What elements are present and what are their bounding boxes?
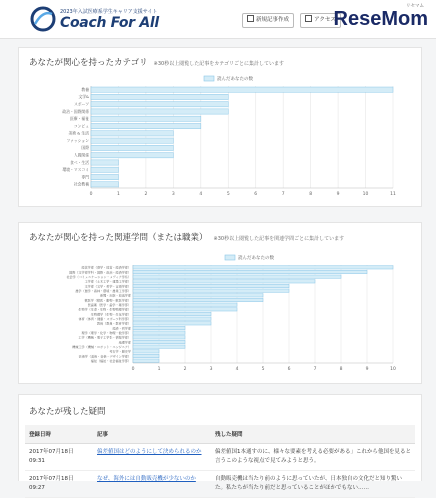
table-row <box>25 471 415 498</box>
bar <box>91 109 228 114</box>
bar <box>91 138 173 143</box>
x-tick-label: 1 <box>117 192 120 197</box>
y-tick-label: 福祉（福祉・社会福祉学部） <box>90 358 131 363</box>
legend-swatch <box>204 76 214 81</box>
row-article <box>93 444 211 471</box>
bar <box>91 182 118 187</box>
row-question: 自動販売機は当たり前のように思っていたが、日本独自の文化だと知り驚いた。私たちが当たり前だと思っていることがほかでもない…… <box>211 471 415 498</box>
fields-card <box>18 222 422 384</box>
bar <box>91 102 228 107</box>
bar <box>91 167 118 172</box>
bar <box>133 266 393 269</box>
y-tick-label: 教員（教員・教育学部） <box>96 321 131 326</box>
bar <box>133 354 159 357</box>
x-tick-label: 6 <box>254 192 258 197</box>
bar <box>133 312 211 315</box>
y-tick-label: 体育（体育・健康・スポーツ科学部） <box>78 316 131 321</box>
bar <box>91 87 393 92</box>
logo-subtitle: 2023年入試医療系学生キャリア支援サイト <box>60 9 158 15</box>
legend-swatch <box>225 255 235 260</box>
article-link[interactable]: 偏差値国はどのようにして決められるのか <box>97 449 202 455</box>
logo-title: Coach For All <box>60 15 159 31</box>
x-tick-label: 8 <box>309 192 313 197</box>
bar <box>133 322 211 325</box>
y-tick-label: 考古学・歴史学 <box>109 349 131 354</box>
row-date <box>25 471 93 498</box>
y-tick-label: スポーツ <box>73 101 89 107</box>
bar <box>133 275 341 278</box>
row-date <box>25 444 93 471</box>
y-tick-label: 社会教養 <box>73 181 89 187</box>
x-tick-label: 5 <box>226 192 230 197</box>
x-tick-label: 11 <box>390 192 396 197</box>
logo-swoosh-icon <box>30 6 56 32</box>
y-tick-label: 医療・福祉 <box>70 116 89 122</box>
row-article <box>93 471 211 498</box>
y-tick-label: 地理学部 <box>118 340 131 345</box>
bar <box>133 308 237 311</box>
y-tick-label: 美術 & 生活 <box>68 130 89 136</box>
row-date-time: 09:27 <box>29 485 45 491</box>
bar <box>91 131 173 136</box>
y-tick-label: 環境・マスコミ <box>62 167 89 173</box>
bar <box>133 340 185 343</box>
bar <box>133 350 159 353</box>
x-tick-label: 5 <box>261 367 265 372</box>
y-tick-label: 文学部（文学・哲学・言語学部） <box>84 284 131 289</box>
site-logo[interactable] <box>30 6 170 34</box>
edit-icon <box>247 15 254 22</box>
bar <box>91 153 173 158</box>
y-tick-label: 専門 <box>81 174 89 180</box>
new-article-label: 新規記事作成 <box>256 17 290 23</box>
x-tick-label: 6 <box>287 367 291 372</box>
categories-title-text: あなたが関心を持ったカテゴリ <box>29 58 148 68</box>
column-header-article: 記事 <box>93 425 211 444</box>
y-tick-label: 食べ・生活 <box>70 159 89 165</box>
fields-title-text: あなたが関心を持った関連学問（または職業） <box>29 233 208 243</box>
y-tick-label: 教養 <box>81 86 89 92</box>
row-date-day: 2017年07月18日 <box>29 476 74 482</box>
y-tick-label: 社会学（コミュニケーション・メディア学系） <box>66 274 131 279</box>
row-date-time: 09:31 <box>29 458 45 464</box>
column-header-question: 残した疑問 <box>211 425 415 444</box>
questions-title: あなたが残した疑問 <box>29 407 106 417</box>
access-label: アクセス <box>314 17 336 23</box>
bar <box>91 116 201 121</box>
y-tick-label: 経営学部（商学・経営・経済学部） <box>81 265 131 270</box>
bar <box>133 359 159 362</box>
y-tick-label: 政治・国際関係 <box>62 108 89 114</box>
x-tick-label: 0 <box>89 192 93 197</box>
bar <box>133 317 211 320</box>
bar <box>133 345 185 348</box>
x-tick-label: 3 <box>171 192 175 197</box>
questions-table <box>25 425 415 498</box>
bar <box>133 326 185 329</box>
x-tick-label: 7 <box>281 192 285 197</box>
x-tick-label: 2 <box>144 192 148 197</box>
bar <box>91 94 228 99</box>
questions-card <box>18 394 422 491</box>
bar <box>133 298 263 301</box>
x-tick-label: 10 <box>362 192 369 197</box>
x-tick-label: 4 <box>199 192 203 197</box>
y-tick-label: 機械工学（機械・ロボット・エンジニア） <box>72 344 131 349</box>
table-header-row <box>25 425 415 444</box>
y-tick-label: 生物学（生命・生物・生物物理学部） <box>78 307 131 312</box>
watermark-logo: ReseMom <box>333 8 428 30</box>
y-tick-label: 工学部（土木工学・建築工学部） <box>84 279 131 284</box>
categories-card <box>18 47 422 207</box>
bar <box>91 123 201 128</box>
fields-note: ※30秒以上閲覧した記事を関連学問ごとに集計しています <box>213 236 345 242</box>
bar <box>91 174 118 179</box>
bar <box>91 160 118 165</box>
bar <box>133 270 367 273</box>
x-tick-label: 7 <box>313 367 317 372</box>
x-tick-label: 2 <box>183 367 187 372</box>
x-tick-label: 9 <box>365 367 369 372</box>
y-tick-label: 獣医学（獣医・動物・獣医学部） <box>84 298 131 303</box>
x-tick-label: 1 <box>157 367 161 372</box>
row-question: 偏差値国1本通すのに、様々な要素を考える必要がある」これから他国を見ると言うこのような視点で見てみようと思う。 <box>211 444 415 471</box>
categories-note: ※30秒以上閲覧した記事をカテゴリごとに集計しています <box>153 61 285 67</box>
bar <box>133 284 289 287</box>
y-tick-label: 生物理学（生物・生化学部） <box>90 312 131 317</box>
table-row <box>25 444 415 471</box>
new-article-button[interactable] <box>242 13 294 28</box>
y-tick-label: コンピュ <box>73 123 89 129</box>
fields-chart <box>19 223 421 383</box>
bar <box>133 336 185 339</box>
y-tick-label: 農学（農学・森林・環境・農業工学部） <box>75 288 131 293</box>
y-tick-label: 理学（理学・化学・物理・数学部） <box>81 330 131 335</box>
x-tick-label: 4 <box>235 367 239 372</box>
bar <box>91 145 173 150</box>
x-tick-label: 10 <box>390 367 396 372</box>
legend-label: 読んだあなたの数 <box>217 77 253 82</box>
x-tick-label: 9 <box>336 192 340 197</box>
site-header <box>0 0 436 39</box>
y-tick-label: 国際 <box>81 145 89 151</box>
y-tick-label: 人間関係 <box>73 152 89 158</box>
y-tick-label: 工学（機械・電子工学系・情報学部） <box>78 335 131 340</box>
categories-chart <box>19 48 421 206</box>
row-date-day: 2017年07月18日 <box>29 449 74 455</box>
x-tick-label: 8 <box>339 367 343 372</box>
chart-icon <box>305 15 312 22</box>
article-link[interactable]: なぜ、海外には自動販売機が少ないのか <box>97 476 196 482</box>
y-tick-label: 医歯薬（医学・歯学・薬学部） <box>87 302 131 307</box>
y-tick-label: 新聞・出版・放送学部 <box>100 293 131 298</box>
x-tick-label: 0 <box>131 367 135 372</box>
y-tick-label: ファッション <box>66 137 89 143</box>
bar <box>133 294 263 297</box>
x-tick-label: 3 <box>209 367 213 372</box>
y-tick-label: 経済・哲学部 <box>112 326 131 331</box>
y-tick-label: 国際（文学部学科・国際・政治・経済学部） <box>69 270 131 275</box>
bar <box>133 303 237 306</box>
bar <box>133 331 185 334</box>
bar <box>133 280 315 283</box>
legend-label: 読んだあなたの数 <box>238 256 274 261</box>
y-tick-label: 芸術学（美術・音楽・デザイン学部） <box>78 354 131 359</box>
watermark-subtitle: リセマム <box>406 4 424 9</box>
bar <box>133 289 289 292</box>
column-header-date: 登録日時 <box>25 425 93 444</box>
y-tick-label: 文学& <box>78 94 89 100</box>
